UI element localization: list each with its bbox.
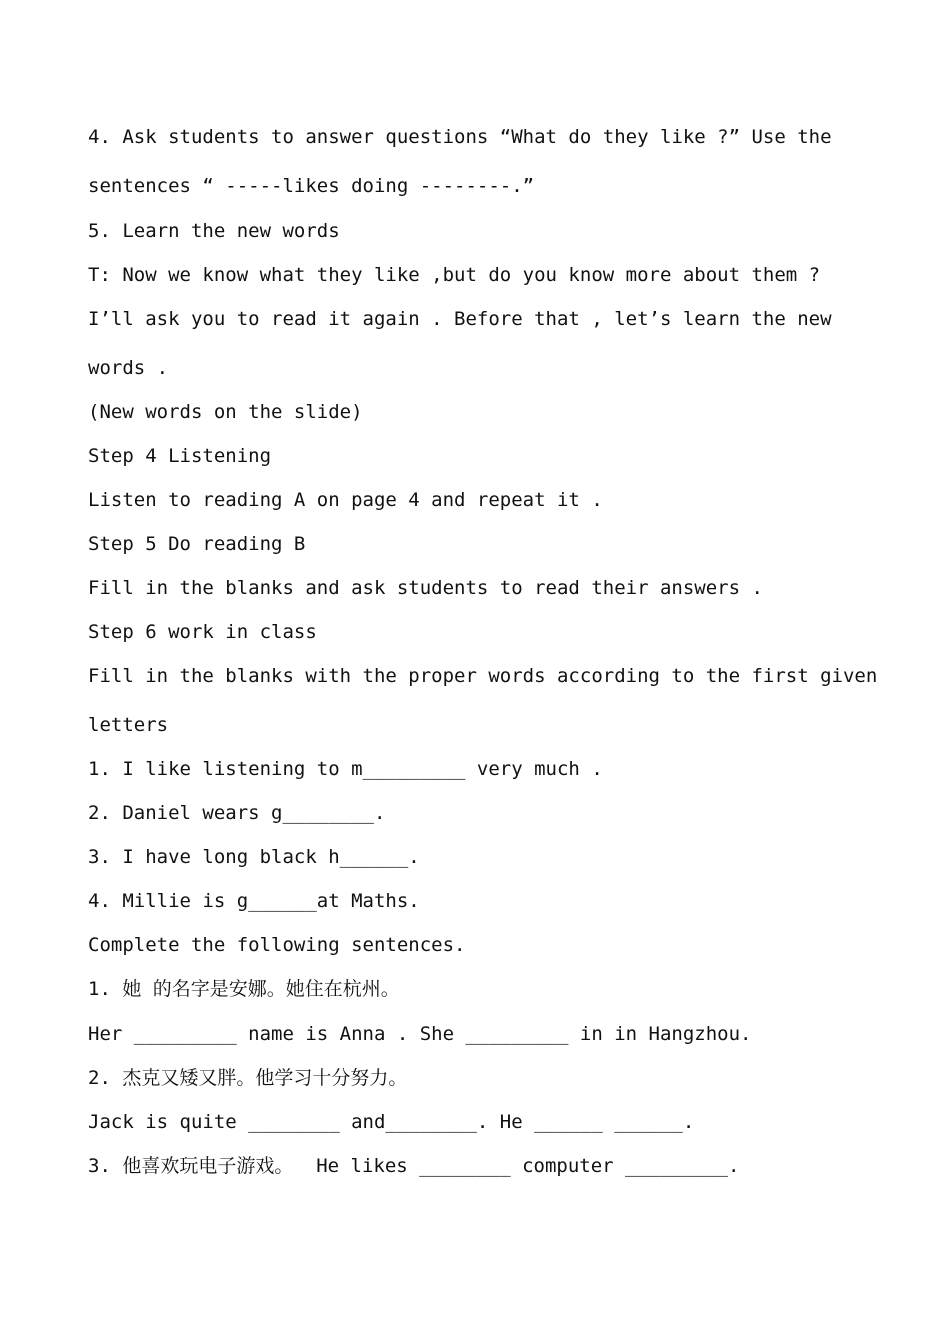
- text-line-19: Complete the following sentences.: [88, 934, 466, 956]
- text-line-2: sentences “ -----likes doing --------.”: [88, 175, 535, 197]
- text-line-20: 1. 她 的名字是安娜。她住在杭州。: [88, 978, 400, 1000]
- text-line-23: Jack is quite ________ and________. He ______ ______.: [88, 1111, 695, 1133]
- text-line-1: [88, 124, 832, 150]
- text-line-17: 3. I have long black h______.: [88, 846, 420, 868]
- text-line-6: words .: [88, 357, 169, 379]
- text-line-5: I’ll ask you to read it again . Before that , let’s learn the new: [88, 308, 832, 330]
- text-line-18: 4. Millie is g______at Maths.: [88, 890, 420, 912]
- text-line-16: 2. Daniel wears g________.: [88, 802, 386, 824]
- text-line-9: Listen to reading A on page 4 and repeat it .: [88, 489, 603, 511]
- text-line-21: Her _________ name is Anna . She _________ in in Hangzhou.: [88, 1023, 752, 1045]
- text-line-12: Step 6 work in class: [88, 621, 317, 643]
- text-line-10: Step 5 Do reading B: [88, 533, 306, 555]
- text-line-13: Fill in the blanks with the proper words according to the first given: [88, 665, 878, 687]
- text-line-11: Fill in the blanks and ask students to read their answers .: [88, 577, 763, 599]
- text-line-4: T: Now we know what they like ,but do you know more about them ?: [88, 264, 821, 286]
- text-line-3: 5. Learn the new words: [88, 220, 340, 242]
- line-1-text: 4. Ask students to answer questions “What do they like ?” Use the: [88, 126, 832, 148]
- text-line-15: 1. I like listening to m_________ very much .: [88, 758, 603, 780]
- text-line-7: (New words on the slide): [88, 401, 363, 423]
- text-line-8: Step 4 Listening: [88, 445, 272, 467]
- text-line-14: letters: [88, 714, 169, 736]
- text-line-22: 2. 杰克又矮又胖。他学习十分努力。: [88, 1067, 408, 1089]
- text-line-24: 3. 他喜欢玩电子游戏。 He likes ________ computer _________.: [88, 1155, 740, 1177]
